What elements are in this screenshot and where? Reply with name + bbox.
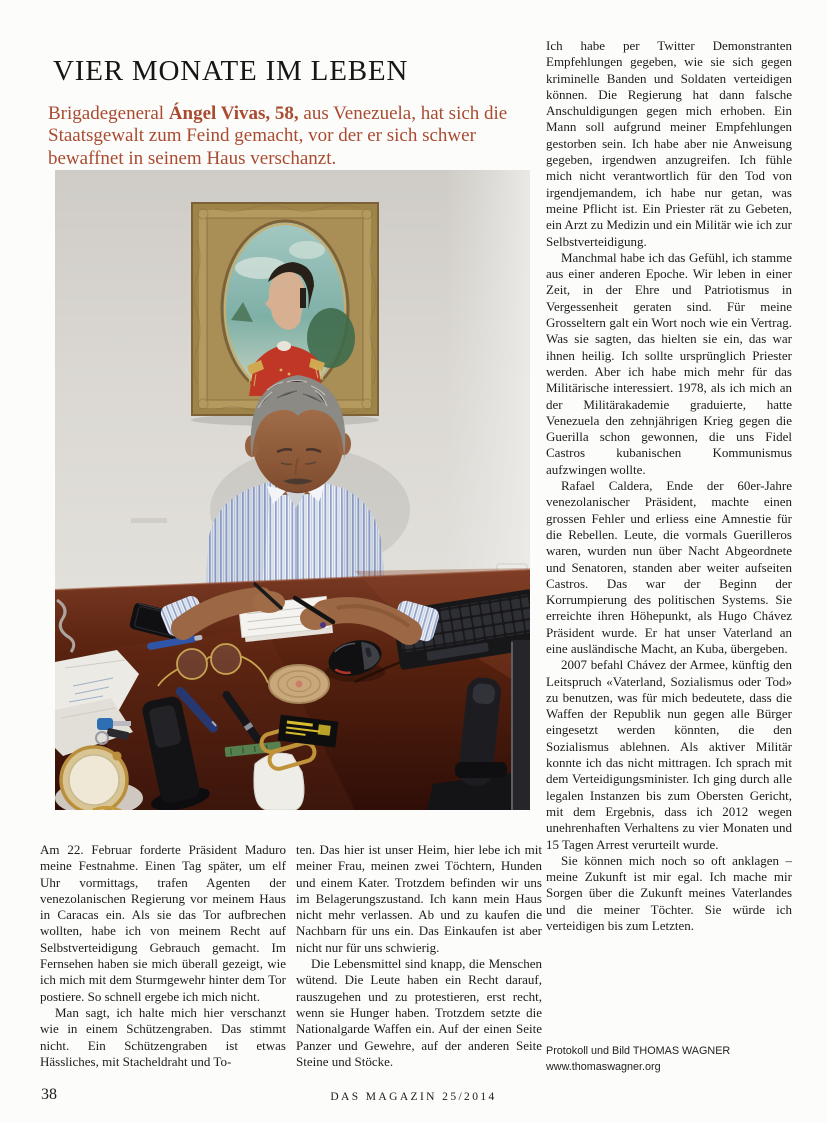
paragraph: Ich habe per Twitter Demonstranten Empfehlungen gegeben, wie sie sich gegen kriminelle Banden und Soldaten verteidigen können. Die Regierung hat dann falsche Anschuldigungen gegen mich erhoben. Ein Mann soll aufgrund meiner Empfehlungen gestorben sein. Ich habe aber nie Anweisung gegeben, irgendwen anzugreifen. Ich fühle mich nicht verantwortlich für den Tod von irgendjemandem, ich habe nur getan, was meine Pflicht ist. Ein Priester rät zu Gebeten, ein Arzt zu Medizin und ein Militär wie ich zur Selbstverteidigung. — [546, 38, 792, 249]
credit-line: Protokoll und Bild THOMAS WAGNER — [546, 1045, 731, 1057]
photo-wall-mark — [131, 518, 167, 523]
paragraph: Am 22. Februar forderte Präsident Maduro meine Festnahme. Einen Tag später, um elf Uhr vormittags, trafen Agenten der venezolanischen Regierung vor meinem Haus in Caracas ein. Als sie das Tor aufbrechen wollten, habe ich von meinem Recht auf Selbstverteidigung Gebrauch gemacht. Im Fernsehen haben sie mich überall gezeigt, wie ich mich mit dem Sturmgewehr hinter dem Tor postiere. So schnell ergebe ich mich nicht. — [40, 842, 286, 1004]
paragraph: 2007 befahl Chávez der Armee, künftig den Leitspruch «Vaterland, Sozialismus oder Tod» zu benutzen, was für mich bedeutete, dass die Waffen der Republik nun gegen alle Bürger eingesetzt werden könnten, die den Sozialismus ablehnen. Als aktiver Militär konnte ich das nicht mittragen. Ich sprach mit dem Verteidigungsminister. Ich ging durch alle legalen Instanzen bis zum Obersten Gericht, mit dem Ergebnis, dass ich 2012 wegen unehrenhaften Verhaltens zu vier Monaten und 15 Tagen Arrest verurteilt wurde. — [546, 657, 792, 852]
photo-window-light — [445, 170, 530, 582]
credit-url: www.thomaswagner.org — [546, 1061, 661, 1074]
magazine-footer: DAS MAGAZIN 25/2014 — [330, 1091, 497, 1103]
subhead-post: aus Venezuela, hat sich die Staatsgewalt zum Feind gemacht, vor der er sich schwer bewaffnet in seinem Haus verschanzt. — [48, 103, 508, 169]
paragraph: ten. Das hier ist unser Heim, hier lebe ich mit meiner Frau, meinen zwei Töchtern, Hunden und einem Kater. Trotzdem befinden wir uns im Belagerungszustand. Ich kann mein Haus nicht mehr verlassen. Ab und zu kaufen die Nachbarn für uns ein. Das Einkaufen ist aber nicht nur für uns schwierig. — [296, 842, 542, 955]
photo-ring — [320, 622, 326, 628]
page-title: VIER MONATE IM LEBEN — [53, 55, 409, 88]
paragraph: Manchmal habe ich das Gefühl, ich stamme aus einer anderen Epoche. Wir leben in einer Zeit, in der Ehre und Patriotismus in Vergessenheit geraten sind. Für meine Grosseltern galt ein Wort noch wie ein Vertrag. Was sie sagten, das hielten sie ein, das war ihnen heilig. Ich sollte ursprünglich Priester werden. Aber ich habe mich mehr für das Militärische interessiert. 1978, als ich mich an der Militärakademie graduierte, hatte Venezuela den zehnjährigen Krieg gegen die Guerilla schon gewonnen, die uns Fidel Castros kubanischen Kommunismus aufzwingen wollte. — [546, 249, 792, 477]
paragraph: Rafael Caldera, Ende der 60er-Jahre venezolanischer Präsident, machte einen grossen Fehler und erliess eine Amnestie für die Rebellen. Leute, die vormals Guerilleros waren, wurden nun über Nacht Abgeordnete und Senatoren, standen aber weiter aufseiten Castros. Das war der Beginn der Korrumpierung des politischen Systems. Sie erreichte ihren Höhepunkt, als Hugo Chávez Präsident wurde. Er hat unser Vaterland an eine ausländische Macht, an Kuba, übergeben. — [546, 478, 792, 656]
column-left — [40, 842, 286, 1070]
subhead-name: Ángel Vivas, 58, — [168, 103, 299, 124]
photo-illustration — [55, 170, 530, 810]
column-middle — [296, 842, 542, 1070]
photo-monitor-edge — [511, 640, 530, 810]
subhead-pre: Brigadegeneral — [48, 103, 169, 124]
paragraph: Man sagt, ich halte mich hier verschanzt wie in einem Schützengraben. Das stimmt nicht. Ein Schützengraben ist etwas Hässliches, mit Stacheldraht und To- — [40, 1004, 286, 1069]
photo-credit — [546, 1043, 792, 1075]
column-right — [546, 38, 792, 934]
paragraph: Die Lebensmittel sind knapp, die Menschen wütend. Die Leute haben ein Recht darauf, rauszugehen und zu protestieren, erst recht, wenn sie Hunger haben. Trotzdem setzte die Nationalgarde Waffen ein. Auf der einen Seite Panzer und Gewehre, auf der anderen Seite Steine und Stöcke. — [296, 956, 542, 1069]
page-number: 38 — [41, 1086, 57, 1103]
photo-wood-coaster — [269, 665, 329, 703]
subhead — [48, 103, 544, 170]
paragraph: Sie können mich noch so oft anklagen – meine Zukunft ist mir egal. Ich mache mir Sorgen über die Zukunft meines Vaterlandes und die meiner Töchter. Sie würde ich verteidigen bis zum Letzten. — [546, 852, 792, 934]
article-photo — [55, 170, 530, 810]
